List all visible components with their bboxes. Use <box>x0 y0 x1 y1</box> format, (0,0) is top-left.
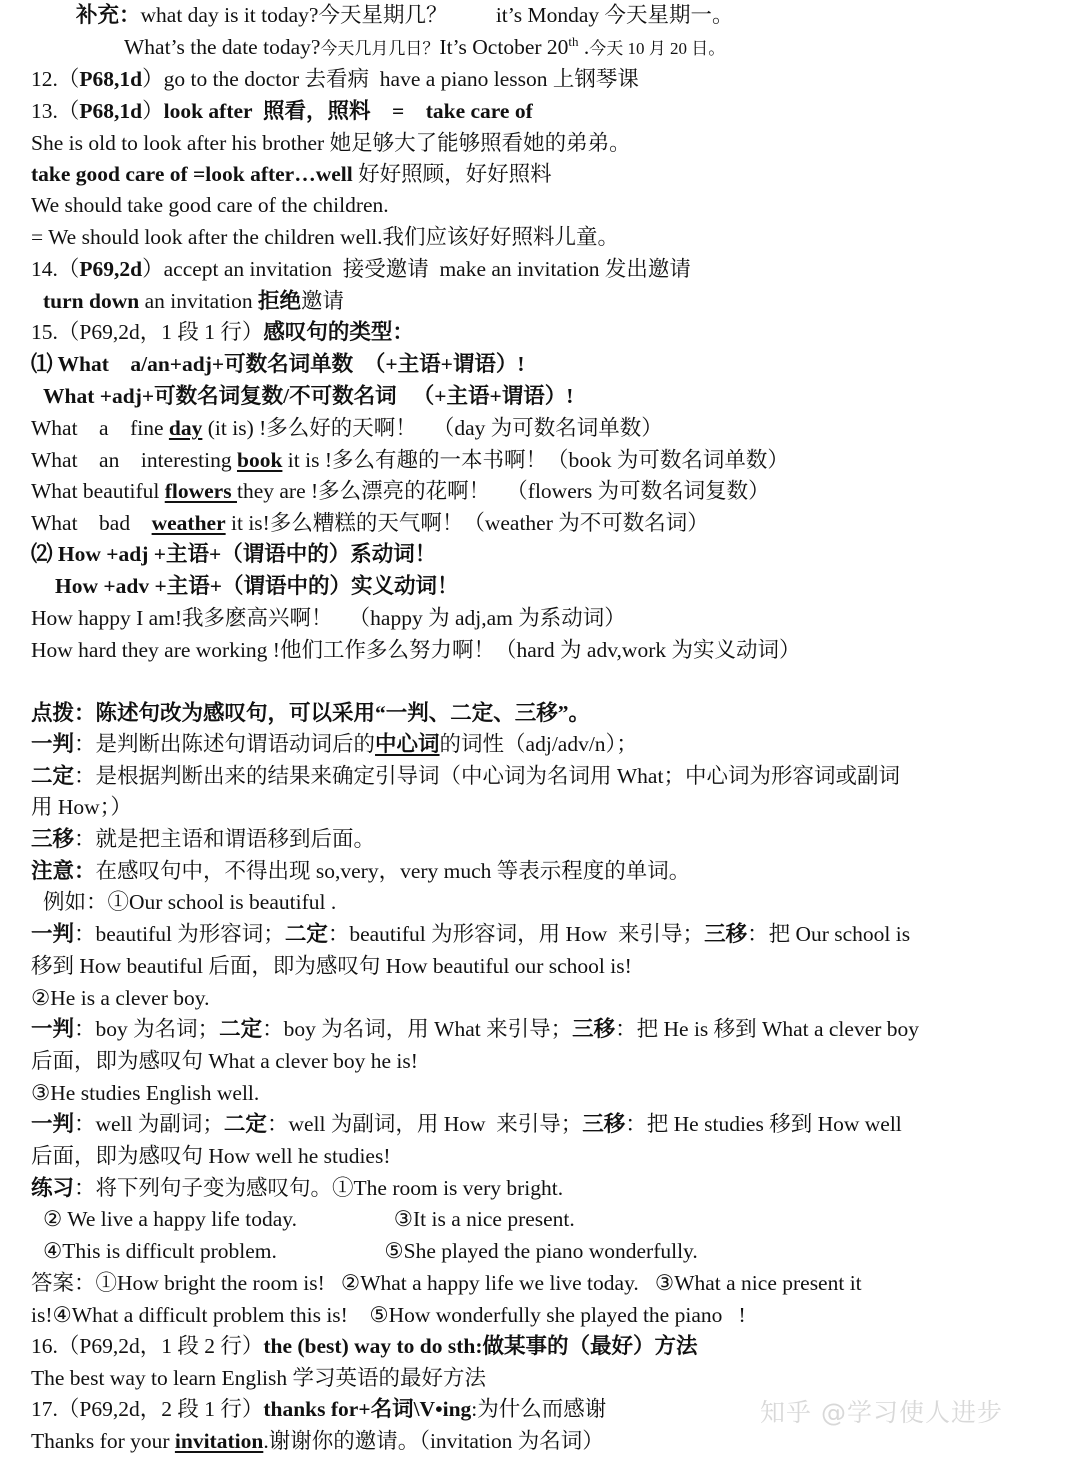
bold-text: 注意： <box>31 859 96 883</box>
text-segment: is!④What a difficult problem this is! ⑤How wonderfully she played the piano ! <box>31 1303 746 1327</box>
text-line <box>76 0 734 31</box>
text-segment: = We should look after the children well.我们应该好好照料儿童。 <box>31 225 620 249</box>
text-line <box>31 1014 919 1045</box>
text-segment: 17.（P69,2d，2 段 1 行） <box>31 1397 264 1421</box>
text-line <box>43 381 573 412</box>
text-segment: ：well 为副词； <box>74 1112 224 1136</box>
text-line <box>31 128 631 159</box>
text-line <box>31 1078 259 1109</box>
underlined-term: book <box>236 448 283 472</box>
bold-text: 拒绝 <box>258 289 302 313</box>
text-segment: ：boy 为名词； <box>74 1017 220 1041</box>
text-segment: . <box>578 35 590 59</box>
text-segment: 邀请 <box>301 289 345 313</box>
bold-text: 二定 <box>31 764 75 788</box>
text-line <box>31 603 626 634</box>
bold-text: 二定 <box>284 922 328 946</box>
text-line <box>43 1204 575 1235</box>
bold-text: 三移 <box>704 922 748 946</box>
text-line <box>31 96 533 127</box>
text-segment: 13.（ <box>31 99 80 123</box>
bold-text: 一判 <box>31 1017 75 1041</box>
bold-text: look after 照看，照料 = take care of <box>163 99 533 123</box>
text-segment: ：把 He is 移到 What a clever boy <box>615 1017 920 1041</box>
text-segment: 今天几月几日？ <box>320 39 440 58</box>
bold-text: P68,1d <box>79 99 143 123</box>
text-segment: :为什么而感谢 <box>471 1397 607 1421</box>
text-segment: We should take good care of the children. <box>31 193 389 217</box>
bold-text: P69,2d <box>79 257 143 281</box>
text-segment: ：把 Our school is <box>747 922 911 946</box>
text-line <box>55 571 458 602</box>
text-segment: 答案：①How bright the room is! ②What a happy life we live today. ③What a nice present it <box>31 1271 862 1295</box>
text-segment: ） <box>142 99 164 123</box>
text-line <box>31 190 389 221</box>
text-segment: ：beautiful 为形容词； <box>74 922 285 946</box>
bold-text: 二定 <box>223 1112 267 1136</box>
text-line <box>31 508 709 539</box>
text-line <box>31 159 552 190</box>
bold-text: take good care of =look after…well <box>31 162 359 186</box>
bold-text: ⑵ How +adj +主语+（谓语中的）系动词！ <box>31 542 437 566</box>
text-segment: it is !多么有趣的一本书啊！（book 为可数名词单数） <box>282 448 789 472</box>
text-segment: What a fine <box>31 416 169 440</box>
bold-text: 三移 <box>31 827 75 851</box>
text-line <box>31 222 619 253</box>
text-line <box>31 413 663 444</box>
text-line <box>31 856 690 887</box>
text-segment: ：就是把主语和谓语移到后面。 <box>74 827 376 851</box>
text-segment: ：well 为副词，用 How 来引导； <box>266 1112 583 1136</box>
text-line <box>31 476 770 507</box>
bold-text: 点拨：陈述句改为感叹句，可以采用“一判、二定、三移”。 <box>31 701 591 725</box>
text-segment: .谢谢你的邀请。（invitation 为名词） <box>263 1429 604 1453</box>
text-line <box>31 1394 606 1425</box>
text-line <box>43 887 336 918</box>
underlined-term: flowers <box>164 479 237 503</box>
text-segment: ：boy 为名词，用 What 来引导； <box>262 1017 573 1041</box>
text-segment: ④This is difficult problem. ⑤She played the piano wonderfully. <box>43 1239 698 1263</box>
bold-text: thanks for+名词\V•ing <box>263 1397 472 1421</box>
bold-text: the (best) way to do sth:做某事的（最好）方法 <box>263 1334 698 1358</box>
text-segment: 后面，即为感叹句 What a clever boy he is! <box>31 1049 418 1073</box>
text-line <box>31 1363 486 1394</box>
text-segment: they are !多么漂亮的花啊！ （flowers 为可数名词复数） <box>236 479 770 503</box>
text-segment: Thanks for your <box>31 1429 175 1453</box>
underlined-term: 中心词 <box>375 732 440 756</box>
bold-text: 练习 <box>31 1176 75 1200</box>
text-line <box>124 32 725 63</box>
text-line <box>31 1426 604 1457</box>
bold-text: 二定 <box>219 1017 263 1041</box>
text-line <box>31 64 639 95</box>
bold-text: ⑴ What a/an+adj+可数名词单数 （+主语+谓语）! <box>31 352 525 376</box>
text-line <box>31 1141 391 1172</box>
text-segment: The best way to learn English 学习英语的最好方法 <box>31 1366 487 1390</box>
text-segment: How hard they are working !他们工作多么努力啊！（hard 为 adv,work 为实义动词） <box>31 638 801 662</box>
text-segment: 16.（P69,2d，1 段 2 行） <box>31 1334 264 1358</box>
text-segment: What bad <box>31 511 152 535</box>
bold-text: 感叹句的类型： <box>263 320 414 344</box>
bold-text: P68,1d <box>79 67 143 91</box>
text-segment: an invitation <box>139 289 259 313</box>
text-segment: 今天 10 月 20 日。 <box>589 39 726 58</box>
bold-text: How +adv +主语+（谓语中的）实义动词！ <box>55 574 459 598</box>
text-segment: ③He studies English well. <box>31 1081 260 1105</box>
text-line <box>31 1109 902 1140</box>
text-line <box>31 445 789 476</box>
text-segment: ）accept an invitation 接受邀请 make an invitation 发出邀请 <box>142 257 691 281</box>
bold-text: 一判 <box>31 732 75 756</box>
text-line <box>31 983 209 1014</box>
text-line <box>31 792 132 823</box>
text-segment: 用 How；） <box>31 795 132 819</box>
text-line <box>31 349 525 380</box>
bold-text: 一判 <box>31 922 75 946</box>
text-line <box>43 286 344 317</box>
text-line <box>43 1236 698 1267</box>
text-line <box>31 824 375 855</box>
text-line <box>31 1300 746 1331</box>
text-line <box>31 1173 563 1204</box>
text-line <box>31 698 590 729</box>
text-segment: 例如：①Our school is beautiful . <box>43 890 337 914</box>
text-segment: th <box>568 33 579 49</box>
text-segment: 好好照顾，好好照料 <box>358 162 552 186</box>
text-segment: It’s October 20 <box>439 35 569 59</box>
text-line <box>31 951 632 982</box>
watermark-text: 知乎 @学习使人进步 <box>760 1398 1003 1427</box>
text-segment: What beautiful <box>31 479 165 503</box>
text-line <box>31 635 801 666</box>
text-segment: ：beautiful 为形容词，用 How 来引导； <box>327 922 705 946</box>
underlined-term: weather <box>151 511 226 535</box>
bold-text: What +adj+可数名词复数/不可数名词 （+主语+谓语）! <box>43 384 574 408</box>
text-segment: She is old to look after his brother 她足够大了能够照看她的弟弟。 <box>31 131 631 155</box>
text-segment: ② We live a happy life today. ③It is a nice present. <box>43 1207 575 1231</box>
text-segment: What an interesting <box>31 448 237 472</box>
text-segment: 15.（P69,2d，1 段 1 行） <box>31 320 264 344</box>
text-line <box>31 1268 862 1299</box>
text-segment: How happy I am!我多麽高兴啊！ （happy 为 adj,am 为系动词） <box>31 606 626 630</box>
text-line <box>31 729 638 760</box>
text-line <box>31 317 414 348</box>
text-segment: 在感叹句中，不得出现 so,very，very much 等表示程度的单词。 <box>95 859 691 883</box>
bold-text: turn down <box>43 289 140 313</box>
text-segment: 移到 How beautiful 后面，即为感叹句 How beautiful our school is! <box>31 954 632 978</box>
text-segment: (it is) !多么好的天啊！ （day 为可数名词单数） <box>202 416 663 440</box>
underlined-term: day <box>168 416 203 440</box>
text-line <box>31 539 436 570</box>
text-segment: What’s the date today? <box>124 35 321 59</box>
bold-text: 三移 <box>572 1017 616 1041</box>
text-segment: 14.（ <box>31 257 80 281</box>
text-line <box>31 919 910 950</box>
text-segment: ②He is a clever boy. <box>31 986 210 1010</box>
text-line <box>31 1331 698 1362</box>
text-segment: ：是根据判断出来的结果来确定引导词（中心词为名词用 What；中心词为形容词或副词 <box>74 764 900 788</box>
text-segment: it is!多么糟糕的天气啊！（weather 为不可数名词） <box>225 511 709 535</box>
text-segment: ：把 He studies 移到 How well <box>625 1112 902 1136</box>
text-segment: 的词性（adj/adv/n）； <box>439 732 638 756</box>
text-segment: what day is it today?今天星期几？ it’s Monday 今天星期一。 <box>140 3 734 27</box>
bold-text: 补充： <box>76 3 141 27</box>
text-segment: ：将下列句子变为感叹句。①The room is very bright. <box>74 1176 564 1200</box>
underlined-term: invitation <box>174 1429 264 1453</box>
text-segment: 12.（ <box>31 67 80 91</box>
text-segment: 后面，即为感叹句 How well he studies! <box>31 1144 391 1168</box>
text-line <box>31 254 691 285</box>
bold-text: 三移 <box>582 1112 626 1136</box>
bold-text: 一判 <box>31 1112 75 1136</box>
text-line <box>31 1046 418 1077</box>
text-segment: ）go to the doctor 去看病 have a piano lesson 上钢琴课 <box>142 67 639 91</box>
text-line <box>31 761 900 792</box>
text-segment: ：是判断出陈述句谓语动词后的 <box>74 732 376 756</box>
